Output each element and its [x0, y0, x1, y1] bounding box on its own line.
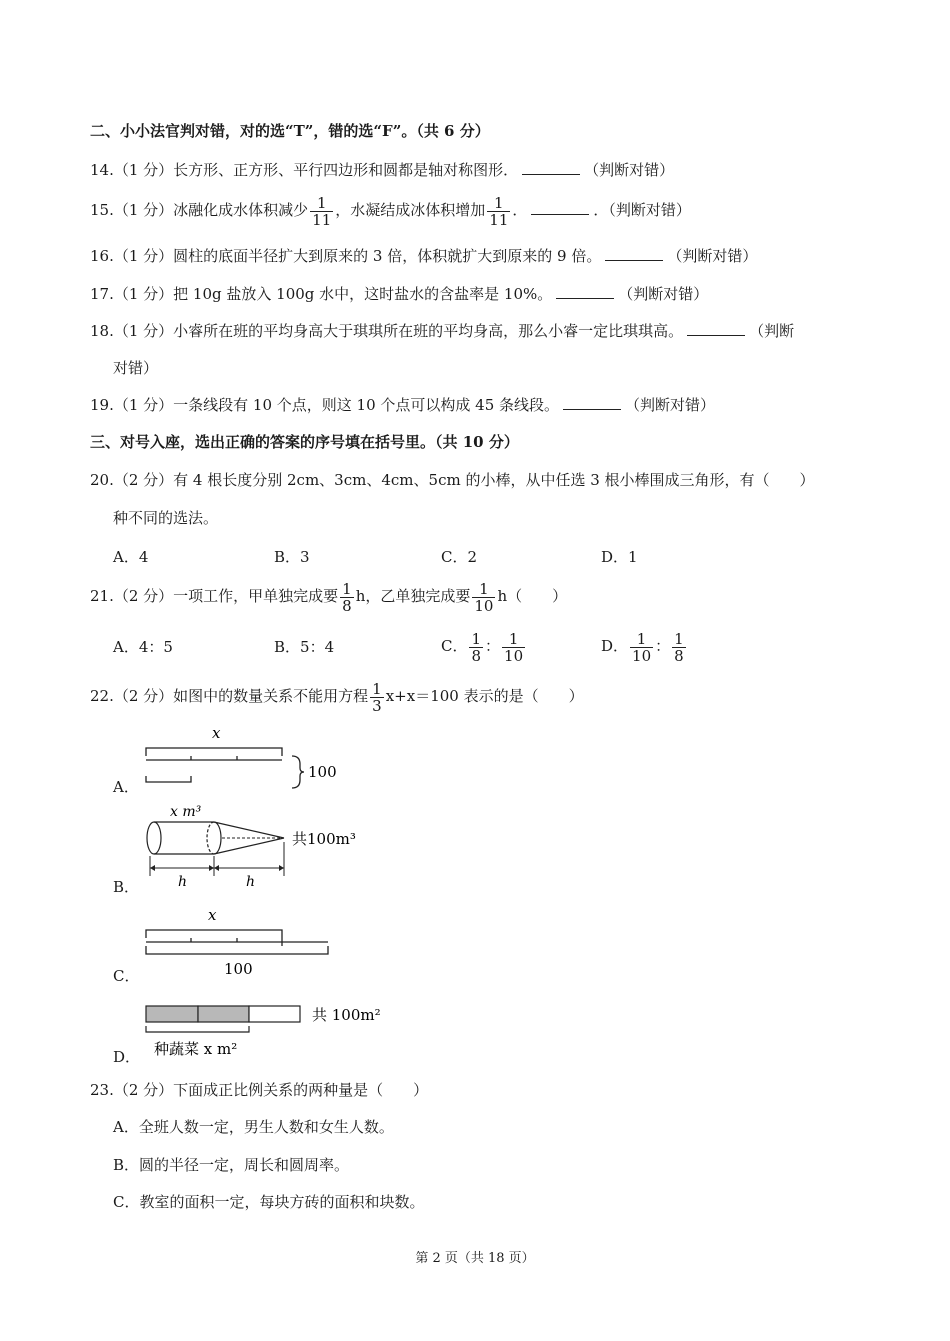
figure-d-svg	[140, 998, 390, 1066]
question-21-text-mid: h，乙单独完成要	[355, 587, 471, 605]
fraction-denominator: 10	[632, 646, 652, 665]
option-a: A．4	[113, 548, 149, 566]
brace-right	[292, 756, 304, 788]
option-label: C．	[441, 637, 468, 655]
question-15-dot: ．	[512, 201, 528, 219]
section-3-title: 三、对号入座，选出正确的答案的序号填在括号里。（共 10 分）	[90, 433, 519, 451]
figure-b-volume-label: x m³	[170, 804, 202, 820]
fraction-denominator: 8	[342, 596, 352, 615]
figure-b-label: B．	[113, 878, 140, 896]
ratio-colon: ：	[485, 637, 501, 655]
option-d	[601, 628, 688, 664]
option-label: D．	[601, 637, 629, 655]
option-a: A．4：5	[113, 638, 173, 656]
option-c: C．教室的面积一定，每块方砖的面积和块数。	[113, 1193, 425, 1211]
question-15	[90, 192, 691, 228]
question-17-text: 17.（1 分）把 10g 盐放入 100g 水中，这时盐水的含盐率是 10%。	[90, 285, 553, 303]
answer-blank-15[interactable]	[531, 200, 589, 215]
question-20: 20.（2 分）有 4 根长度分别 2cm、3cm、4cm、5cm 的小棒，从中任选 3 根小棒围成三角形，有（ ）	[90, 471, 815, 489]
fraction	[472, 581, 495, 614]
fraction	[340, 581, 354, 614]
figure-d-veg-label: 种蔬菜 x m²	[154, 1040, 238, 1058]
fraction	[672, 631, 686, 664]
question-18-tail: （判断	[749, 322, 795, 340]
answer-blank-17[interactable]	[556, 284, 614, 299]
cylinder-face-hidden	[207, 822, 214, 854]
brace-top	[146, 748, 282, 756]
question-18	[90, 321, 794, 341]
option-b: B．圆的半径一定，周长和圆周率。	[113, 1156, 350, 1174]
fraction	[310, 195, 333, 228]
option-a: A．全班人数一定，男生人数和女生人数。	[113, 1118, 394, 1136]
answer-blank-19[interactable]	[563, 395, 621, 410]
question-21-tail: h（ ）	[497, 587, 568, 605]
page-footer: 第 2 页（共 18 页）	[415, 1251, 535, 1266]
question-23: 23.（2 分）下面成正比例关系的两种量是（ ）	[90, 1081, 429, 1099]
segment-third	[146, 776, 191, 782]
question-20-wrap: 种不同的选法。	[113, 509, 219, 527]
fraction-numerator: 1	[487, 195, 510, 212]
fraction-numerator: 1	[372, 679, 382, 698]
fraction-denominator: 11	[312, 210, 332, 229]
question-22	[90, 678, 584, 714]
fraction-denominator: 10	[504, 646, 524, 665]
section-2-title: 二、小小法官判对错，对的选“T”，错的选“F”。（共 6 分）	[90, 122, 490, 140]
figure-c	[140, 904, 350, 986]
figure-b-h1: h	[178, 874, 188, 890]
brace-top	[146, 930, 282, 938]
fraction-denominator: 3	[372, 696, 382, 715]
question-22-text: 22.（2 分）如图中的数量关系不能用方程	[90, 687, 369, 705]
option-c	[441, 628, 527, 664]
question-19	[90, 395, 715, 415]
brace-bottom	[146, 946, 328, 954]
question-21	[90, 578, 567, 614]
question-18-tail-wrap: 对错）	[113, 359, 159, 377]
fraction-numerator: 1	[472, 581, 495, 598]
question-17	[90, 284, 708, 304]
figure-b	[140, 798, 380, 894]
fraction-numerator: 1	[310, 195, 333, 212]
option-b: B．5：4	[274, 638, 335, 656]
fraction	[469, 631, 483, 664]
option-d: D．1	[601, 548, 638, 566]
question-15-text: 15.（1 分）冰融化成水体积减少	[90, 201, 309, 219]
shaded-part	[146, 1006, 198, 1022]
question-16	[90, 246, 757, 266]
option-b: B．3	[274, 548, 310, 566]
fraction-numerator: 1	[342, 579, 352, 598]
question-16-tail: （判断对错）	[667, 247, 758, 265]
question-14-text: 14.（1 分）长方形、正方形、平行四边形和圆都是轴对称图形．	[90, 161, 519, 179]
answer-blank-18[interactable]	[687, 321, 745, 336]
figure-a	[140, 722, 350, 798]
fraction-numerator: 1	[630, 631, 653, 648]
question-17-tail: （判断对错）	[618, 285, 709, 303]
fraction-denominator: 8	[471, 646, 482, 665]
cylinder-face	[214, 822, 221, 854]
figure-a-svg	[140, 722, 350, 794]
brace-bottom	[146, 1026, 249, 1032]
figure-c-svg	[140, 904, 350, 982]
question-14	[90, 160, 674, 180]
fraction	[630, 631, 653, 664]
figure-a-label: A．	[113, 778, 139, 796]
answer-blank-14[interactable]	[522, 160, 580, 175]
figure-c-label: C．	[113, 967, 140, 985]
figure-c-total: 100	[224, 960, 253, 978]
unshaded-part	[249, 1006, 300, 1022]
figure-a-total: 100	[308, 763, 337, 781]
question-16-text: 16.（1 分）圆柱的底面半径扩大到原来的 3 倍，体积就扩大到原来的 9 倍。	[90, 247, 602, 265]
fraction	[487, 195, 510, 228]
figure-b-h2: h	[246, 874, 256, 890]
question-15-text-mid: ，水凝结成冰体积增加	[335, 201, 486, 219]
fraction-denominator: 8	[674, 646, 684, 665]
fraction-denominator: 10	[474, 596, 494, 615]
question-19-tail: （判断对错）	[625, 396, 716, 414]
figure-b-total: 共100m³	[292, 830, 356, 848]
cone-bottom-edge	[214, 838, 284, 854]
figure-b-svg	[140, 798, 380, 890]
question-21-text: 21.（2 分）一项工作，甲单独完成要	[90, 587, 339, 605]
cylinder-base	[147, 822, 161, 854]
fraction-numerator: 1	[502, 631, 525, 648]
figure-d-label: D．	[113, 1048, 141, 1066]
fraction-numerator: 1	[674, 629, 684, 648]
figure-a-x-label: x	[212, 724, 221, 742]
ratio-colon: ：	[655, 637, 671, 655]
shaded-part	[198, 1006, 249, 1022]
option-c: C．2	[441, 548, 478, 566]
figure-c-x-label: x	[208, 906, 217, 924]
figure-d-total: 共 100m²	[312, 1006, 381, 1024]
figure-d	[140, 998, 390, 1070]
question-22-tail: x+x＝100 表示的是（ ）	[385, 687, 584, 705]
question-18-text: 18.（1 分）小睿所在班的平均身高大于琪琪所在班的平均身高，那么小睿一定比琪琪高。	[90, 322, 684, 340]
answer-blank-16[interactable]	[605, 246, 663, 261]
fraction	[370, 681, 384, 714]
fraction	[502, 631, 525, 664]
fraction-denominator: 11	[489, 210, 509, 229]
cone-top-edge	[214, 822, 284, 838]
question-14-tail: （判断对错）	[584, 161, 675, 179]
question-19-text: 19.（1 分）一条线段有 10 个点，则这 10 个点可以构成 45 条线段。	[90, 396, 560, 414]
fraction-numerator: 1	[471, 629, 482, 648]
question-15-tail: ．（判断对错）	[593, 201, 691, 219]
